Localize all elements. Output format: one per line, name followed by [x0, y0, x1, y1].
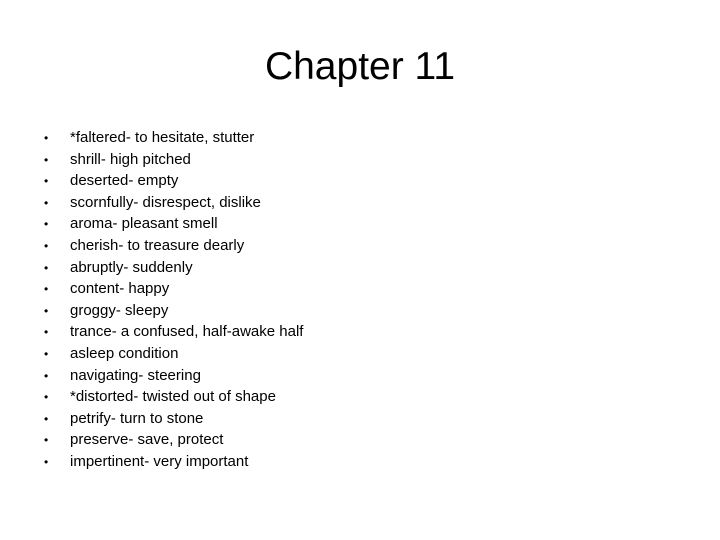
bullet-icon: • [44, 260, 49, 275]
bullet-icon: • [44, 217, 49, 232]
list-item [40, 365, 303, 387]
list-item-text: impertinent- very important [70, 452, 249, 470]
bullet-icon: • [44, 411, 49, 426]
list-item-text: *faltered- to hesitate, stutter [70, 129, 255, 146]
list-item [40, 343, 303, 365]
list-item-text: groggy- sleepy [70, 301, 169, 319]
list-item-text: *distorted- twisted out of shape [70, 388, 276, 406]
list-item-text: asleep condition [70, 344, 179, 362]
list-item [40, 257, 303, 279]
list-item-text: trance- a confused, half-awake half [70, 323, 304, 341]
list-item [40, 386, 303, 408]
list-item-text: petrify- turn to stone [70, 409, 204, 427]
list-item [40, 170, 303, 192]
list-item [40, 149, 303, 171]
vocabulary-list [40, 127, 303, 473]
bullet-icon: • [44, 152, 49, 167]
bullet-icon: • [44, 368, 49, 383]
list-item-text: cherish- to treasure dearly [70, 236, 245, 254]
list-item [40, 192, 303, 214]
bullet-icon: • [44, 282, 49, 297]
list-item-text: shrill- high pitched [70, 150, 191, 168]
list-item [40, 213, 303, 235]
list-item [40, 235, 303, 257]
list-item-text: content- happy [70, 280, 170, 298]
bullet-icon: • [44, 433, 49, 448]
bullet-icon: • [44, 454, 49, 469]
list-item [40, 127, 303, 149]
slide-title: Chapter 11 [264, 45, 456, 88]
list-item [40, 429, 303, 451]
bullet-icon: • [44, 174, 49, 189]
bullet-icon: • [44, 325, 49, 340]
list-item-text: scornfully- disrespect, dislike [70, 193, 261, 211]
bullet-icon: • [44, 238, 49, 253]
list-item [40, 408, 303, 430]
list-item-text: aroma- pleasant smell [70, 215, 218, 233]
list-item-text: deserted- empty [70, 172, 179, 190]
list-item-text: navigating- steering [70, 366, 201, 384]
list-item [40, 300, 303, 322]
list-item-text: preserve- save, protect [70, 431, 224, 449]
list-item [40, 278, 303, 300]
bullet-icon: • [44, 303, 49, 318]
bullet-icon: • [44, 131, 49, 145]
bullet-icon: • [44, 346, 49, 361]
bullet-icon: • [44, 390, 49, 405]
list-item [40, 451, 303, 473]
list-item [40, 321, 303, 343]
bullet-icon: • [44, 195, 49, 210]
list-item-text: abruptly- suddenly [70, 258, 193, 276]
